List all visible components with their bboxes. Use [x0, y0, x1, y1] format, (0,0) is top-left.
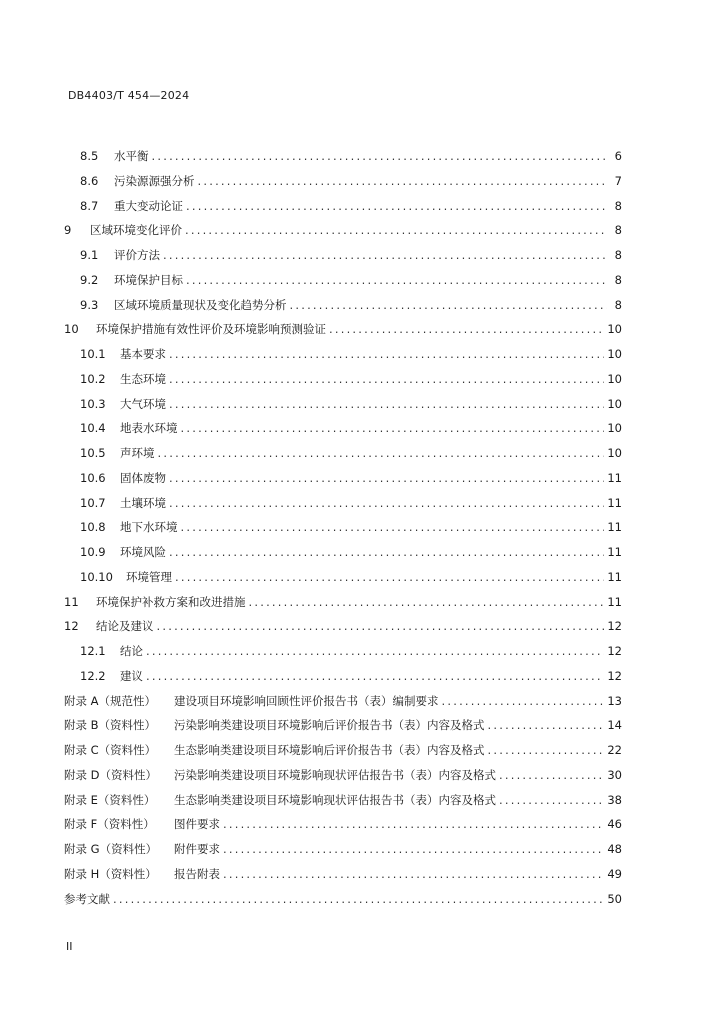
- toc-entry-title: 生态影响类建设项目环境影响后评价报告书（表）内容及格式: [174, 743, 485, 757]
- toc-entry[interactable]: [64, 371, 622, 396]
- toc-entry-number: 10.5: [80, 446, 106, 460]
- toc-entry-title: 建设项目环境影响回顾性评价报告书（表）编制要求: [174, 693, 439, 708]
- toc-entry-title: 地表水环境: [120, 421, 178, 436]
- toc-entry-number: 10.3: [80, 396, 106, 411]
- toc-dot-leader: [169, 545, 604, 559]
- toc-dot-leader: [499, 793, 604, 807]
- toc-entry-number: 10: [64, 322, 79, 337]
- toc-dot-leader: [163, 248, 607, 262]
- toc-entry-page: 12: [607, 668, 622, 683]
- toc-entry-page: 12: [607, 644, 622, 658]
- toc-entry-title: 生态环境: [120, 371, 166, 386]
- toc-entry[interactable]: [64, 643, 622, 668]
- toc-dot-leader: [249, 595, 605, 609]
- toc-entry[interactable]: [64, 470, 622, 495]
- toc-entry-title: 基本要求: [120, 347, 166, 361]
- page-number-footer: II: [66, 940, 73, 953]
- toc-entry-title: 结论: [120, 644, 143, 658]
- toc-entry-page: 11: [607, 594, 622, 609]
- toc-entry-page: 48: [607, 842, 622, 856]
- toc-entry-number: 10.2: [80, 371, 106, 386]
- toc-entry-title: 环境保护措施有效性评价及环境影响预测验证: [96, 322, 326, 337]
- toc-entry[interactable]: [64, 297, 622, 322]
- toc-entry-page: 11: [607, 470, 622, 485]
- toc-dot-leader: [169, 347, 604, 361]
- toc-dot-leader: [175, 570, 604, 584]
- toc-entry-page: 10: [607, 371, 622, 386]
- toc-entry-page: 8: [614, 297, 622, 312]
- toc-entry[interactable]: [64, 420, 622, 445]
- toc-dot-leader: [499, 768, 604, 782]
- toc-dot-leader: [169, 372, 604, 386]
- toc-entry-title: 声环境: [120, 446, 155, 460]
- toc-entry-number: 11: [64, 594, 79, 609]
- toc-entry[interactable]: [64, 767, 622, 792]
- toc-entry-page: 14: [607, 718, 622, 733]
- toc-dot-leader: [442, 694, 605, 708]
- toc-entry[interactable]: [64, 742, 622, 767]
- toc-entry[interactable]: [64, 717, 622, 742]
- toc-entry-title: 生态影响类建设项目环境影响现状评估报告书（表）内容及格式: [174, 792, 496, 807]
- toc-entry-page: 38: [607, 792, 622, 807]
- toc-entry-page: 10: [607, 347, 622, 361]
- toc-entry-title: 重大变动论证: [114, 198, 183, 213]
- toc-entry-page: 6: [614, 149, 622, 163]
- toc-entry-number: 12: [64, 619, 79, 634]
- toc-entry[interactable]: [64, 495, 622, 520]
- toc-dot-leader: [181, 421, 605, 435]
- toc-entry-page: 11: [607, 569, 622, 584]
- toc-entry-number: 10.8: [80, 520, 106, 535]
- toc-entry-title: 评价方法: [114, 248, 160, 262]
- toc-dot-leader: [146, 669, 604, 683]
- table-of-contents: [64, 148, 622, 915]
- toc-entry-page: 49: [607, 866, 622, 881]
- toc-dot-leader: [223, 867, 604, 881]
- toc-entry-page: 8: [614, 198, 622, 213]
- toc-entry[interactable]: [64, 346, 622, 371]
- toc-entry-number: 8.6: [80, 173, 99, 188]
- toc-entry-number: 10.9: [80, 545, 106, 559]
- toc-dot-leader: [146, 644, 604, 658]
- toc-entry-number: 9: [64, 223, 72, 238]
- toc-entry-number: 附录 B（资料性）: [64, 718, 157, 733]
- toc-entry[interactable]: [64, 841, 622, 866]
- toc-entry-page: 10: [607, 322, 622, 337]
- toc-entry[interactable]: [64, 792, 622, 817]
- toc-entry-page: 8: [614, 272, 622, 287]
- toc-entry-page: 50: [607, 891, 622, 906]
- toc-entry-number: 附录 D（资料性）: [64, 767, 158, 782]
- toc-entry-title: 附件要求: [174, 842, 220, 856]
- toc-entry-number: 9.2: [80, 272, 99, 287]
- toc-entry[interactable]: [64, 618, 622, 643]
- toc-dot-leader: [158, 446, 605, 460]
- toc-entry-number: 12.2: [80, 668, 106, 683]
- toc-entry-number: 10.10: [80, 569, 113, 584]
- toc-entry[interactable]: [64, 272, 622, 297]
- toc-entry-title: 大气环境: [120, 396, 166, 411]
- toc-entry-title: 报告附表: [174, 866, 220, 881]
- toc-entry[interactable]: [64, 173, 622, 198]
- toc-entry-title: 区域环境变化评价: [90, 223, 182, 238]
- toc-entry-number: 附录 G（资料性）: [64, 842, 158, 856]
- toc-dot-leader: [198, 174, 608, 188]
- toc-dot-leader: [186, 199, 607, 213]
- toc-entry-page: 13: [607, 693, 622, 708]
- toc-dot-leader: [169, 471, 604, 485]
- toc-entry[interactable]: [64, 668, 622, 693]
- toc-entry-title: 固体废物: [120, 470, 166, 485]
- toc-entry-title: 地下水环境: [120, 520, 178, 535]
- toc-entry-title: 参考文献: [64, 891, 110, 906]
- toc-entry-number: 附录 E（资料性）: [64, 792, 156, 807]
- toc-entry[interactable]: [64, 816, 622, 841]
- toc-entry-number: 10.1: [80, 347, 106, 361]
- toc-dot-leader: [186, 273, 607, 287]
- toc-entry-page: 7: [614, 173, 622, 188]
- toc-entry-number: 附录 A（规范性）: [64, 693, 157, 708]
- toc-entry-number: 10.6: [80, 470, 106, 485]
- toc-entry-title: 环境保护补救方案和改进措施: [96, 594, 246, 609]
- toc-dot-leader: [169, 496, 604, 510]
- toc-dot-leader: [329, 322, 604, 336]
- toc-dot-leader: [488, 718, 605, 732]
- toc-entry-number: 附录 H（资料性）: [64, 866, 157, 881]
- toc-entry[interactable]: [64, 247, 622, 272]
- toc-entry-title: 土壤环境: [120, 495, 166, 510]
- toc-entry-number: 9.3: [80, 297, 99, 312]
- toc-entry[interactable]: [64, 891, 622, 916]
- toc-dot-leader: [157, 619, 605, 633]
- toc-dot-leader: [185, 223, 607, 237]
- document-id-header: DB4403/T 454—2024: [68, 89, 190, 102]
- toc-entry-page: 12: [607, 619, 622, 634]
- toc-entry-page: 46: [607, 817, 622, 832]
- toc-dot-leader: [181, 520, 605, 534]
- toc-entry[interactable]: [64, 544, 622, 569]
- toc-entry-page: 11: [607, 520, 622, 535]
- toc-entry-title: 环境管理: [126, 569, 172, 584]
- toc-dot-leader: [113, 892, 604, 906]
- toc-entry[interactable]: [64, 594, 622, 619]
- toc-entry-page: 8: [614, 248, 622, 262]
- toc-entry-number: 10.4: [80, 421, 106, 436]
- toc-entry-page: 30: [607, 767, 622, 782]
- toc-dot-leader: [290, 298, 608, 312]
- toc-dot-leader: [152, 149, 608, 163]
- toc-entry-number: 附录 F（资料性）: [64, 817, 155, 832]
- toc-entry[interactable]: [64, 445, 622, 470]
- toc-entry-title: 水平衡: [114, 149, 149, 163]
- toc-entry-title: 污染源源强分析: [114, 173, 195, 188]
- toc-entry-page: 10: [607, 421, 622, 436]
- toc-entry-page: 8: [614, 223, 622, 238]
- toc-entry-number: 12.1: [80, 644, 106, 658]
- toc-entry-page: 10: [607, 396, 622, 411]
- toc-entry-number: 8.5: [80, 149, 99, 163]
- toc-entry[interactable]: [64, 321, 622, 346]
- toc-entry-number: 8.7: [80, 198, 99, 213]
- toc-entry[interactable]: [64, 866, 622, 891]
- toc-dot-leader: [223, 842, 604, 856]
- toc-entry-title: 环境保护目标: [114, 272, 183, 287]
- toc-entry-title: 图件要求: [174, 817, 220, 832]
- toc-entry-title: 区域环境质量现状及变化趋势分析: [114, 297, 287, 312]
- toc-entry-number: 附录 C（资料性）: [64, 743, 157, 757]
- toc-entry[interactable]: [64, 519, 622, 544]
- toc-entry-page: 11: [607, 545, 622, 559]
- toc-dot-leader: [223, 817, 604, 831]
- toc-entry-page: 22: [607, 743, 622, 757]
- toc-entry-title: 污染影响类建设项目环境影响后评价报告书（表）内容及格式: [174, 718, 485, 733]
- toc-entry-page: 11: [607, 495, 622, 510]
- toc-entry-title: 环境风险: [120, 545, 166, 559]
- toc-entry-title: 建议: [120, 668, 143, 683]
- toc-entry[interactable]: [64, 222, 622, 247]
- toc-entry[interactable]: [64, 396, 622, 421]
- toc-entry[interactable]: [64, 198, 622, 223]
- toc-entry[interactable]: [64, 693, 622, 718]
- toc-dot-leader: [488, 743, 605, 757]
- toc-entry-title: 污染影响类建设项目环境影响现状评估报告书（表）内容及格式: [174, 767, 496, 782]
- toc-entry-title: 结论及建议: [96, 619, 154, 634]
- toc-dot-leader: [169, 397, 604, 411]
- toc-entry-page: 10: [607, 446, 622, 460]
- toc-entry[interactable]: [64, 569, 622, 594]
- toc-entry[interactable]: [64, 148, 622, 173]
- toc-entry-number: 10.7: [80, 495, 106, 510]
- toc-entry-number: 9.1: [80, 248, 99, 262]
